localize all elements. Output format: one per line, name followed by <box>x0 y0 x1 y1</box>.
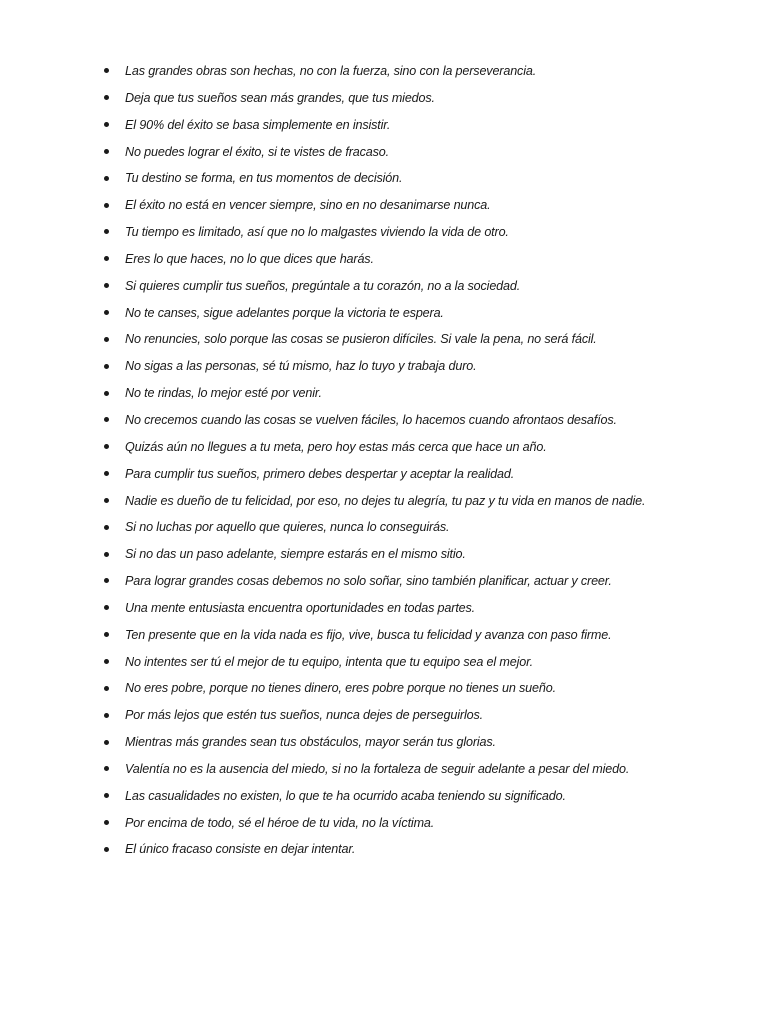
bullet-icon <box>104 391 109 396</box>
quote-text: Si no luchas por aquello que quieres, nunca lo conseguirás. <box>125 520 450 535</box>
bullet-icon <box>104 632 109 637</box>
bullet-icon <box>104 740 109 745</box>
quote-text: Por más lejos que estén tus sueños, nunca dejes de perseguirlos. <box>125 708 483 723</box>
quote-text: Tu tiempo es limitado, así que no lo malgastes viviendo la vida de otro. <box>125 225 509 240</box>
list-item <box>100 139 740 166</box>
list-item <box>100 407 740 434</box>
bullet-icon <box>104 122 109 127</box>
bullet-icon <box>104 229 109 234</box>
bullet-icon <box>104 578 109 583</box>
quote-text: Para cumplir tus sueños, primero debes despertar y aceptar la realidad. <box>125 466 515 481</box>
list-item <box>100 300 740 327</box>
quote-text: Por encima de todo, sé el héroe de tu vida, no la víctima. <box>125 815 435 830</box>
list-item <box>100 756 740 783</box>
bullet-icon <box>104 498 109 503</box>
quote-text: Las casualidades no existen, lo que te ha ocurrido acaba teniendo su significado. <box>125 788 566 803</box>
list-item <box>100 165 740 192</box>
list-item <box>100 488 740 515</box>
list-item <box>100 326 740 353</box>
quote-text: Para lograr grandes cosas debemos no solo soñar, sino también planificar, actuar y creer. <box>125 574 612 589</box>
quote-text: No renuncies, solo porque las cosas se pusieron difíciles. Si vale la pena, no será fácil. <box>125 332 597 347</box>
list-item <box>100 810 740 837</box>
bullet-icon <box>104 552 109 557</box>
quote-text: Si no das un paso adelante, siempre estarás en el mismo sitio. <box>125 547 466 562</box>
quote-text: El éxito no está en vencer siempre, sino en no desanimarse nunca. <box>125 198 491 213</box>
quote-text: No sigas a las personas, sé tú mismo, haz lo tuyo y trabaja duro. <box>125 359 477 374</box>
list-item <box>100 85 740 112</box>
quote-text: Las grandes obras son hechas, no con la fuerza, sino con la perseverancia. <box>125 64 537 78</box>
list-item <box>100 219 740 246</box>
list-item <box>100 461 740 488</box>
quote-text: Quizás aún no llegues a tu meta, pero hoy estas más cerca que hace un año. <box>125 439 547 454</box>
quote-text: Valentía no es la ausencia del miedo, si no la fortaleza de seguir adelante a pesar del miedo. <box>125 761 630 776</box>
bullet-icon <box>104 95 109 100</box>
bullet-icon <box>104 471 109 476</box>
list-item <box>100 380 740 407</box>
list-item <box>100 541 740 568</box>
list-item <box>100 112 740 139</box>
bullet-icon <box>104 605 109 610</box>
quote-text: Eres lo que haces, no lo que dices que harás. <box>125 251 374 266</box>
list-item <box>100 273 740 300</box>
bullet-icon <box>104 444 109 449</box>
list-item <box>100 353 740 380</box>
quote-text: No intentes ser tú el mejor de tu equipo, intenta que tu equipo sea el mejor. <box>125 654 534 669</box>
list-item <box>100 434 740 461</box>
bullet-icon <box>104 820 109 825</box>
bullet-icon <box>104 176 109 181</box>
quote-text: Una mente entusiasta encuentra oportunidades en todas partes. <box>125 600 476 615</box>
bullet-icon <box>104 525 109 530</box>
bullet-icon <box>104 203 109 208</box>
quote-text: El 90% del éxito se basa simplemente en insistir. <box>125 117 391 132</box>
bullet-icon <box>104 364 109 369</box>
list-item <box>100 514 740 541</box>
bullet-icon <box>104 686 109 691</box>
bullet-icon <box>104 847 109 852</box>
quote-text: No te rindas, lo mejor esté por venir. <box>125 386 322 401</box>
list-item <box>100 622 740 649</box>
list-item <box>100 58 740 85</box>
bullet-icon <box>104 149 109 154</box>
quote-text: Mientras más grandes sean tus obstáculos, mayor serán tus glorias. <box>125 735 496 750</box>
quote-text: No eres pobre, porque no tienes dinero, eres pobre porque no tienes un sueño. <box>125 681 556 696</box>
quote-text: Ten presente que en la vida nada es fijo, vive, busca tu felicidad y avanza con paso firme. <box>125 627 612 642</box>
list-item <box>100 649 740 676</box>
quote-text: Deja que tus sueños sean más grandes, que tus miedos. <box>125 90 435 105</box>
bullet-icon <box>104 417 109 422</box>
bullet-icon <box>104 68 109 73</box>
quote-list <box>100 58 740 863</box>
quote-text: Si quieres cumplir tus sueños, pregúntale a tu corazón, no a la sociedad. <box>125 278 521 293</box>
quote-text: Nadie es dueño de tu felicidad, por eso, no dejes tu alegría, tu paz y tu vida en manos de nadie. <box>125 493 646 508</box>
list-item <box>100 783 740 810</box>
list-item <box>100 246 740 273</box>
quote-text: No crecemos cuando las cosas se vuelven fáciles, lo hacemos cuando afrontaos desafíos. <box>125 412 617 427</box>
bullet-icon <box>104 713 109 718</box>
list-item <box>100 729 740 756</box>
bullet-icon <box>104 659 109 664</box>
quote-text: No puedes lograr el éxito, si te vistes de fracaso. <box>125 144 389 159</box>
quote-text: Tu destino se forma, en tus momentos de decisión. <box>125 171 403 186</box>
bullet-icon <box>104 766 109 771</box>
list-item <box>100 595 740 622</box>
list-item <box>100 702 740 729</box>
quote-text: No te canses, sigue adelantes porque la victoria te espera. <box>125 305 444 320</box>
bullet-icon <box>104 793 109 798</box>
list-item <box>100 568 740 595</box>
bullet-icon <box>104 337 109 342</box>
quote-text: El único fracaso consiste en dejar intentar. <box>125 842 356 857</box>
list-item <box>100 836 740 863</box>
bullet-icon <box>104 283 109 288</box>
bullet-icon <box>104 256 109 261</box>
list-item <box>100 192 740 219</box>
bullet-icon <box>104 310 109 315</box>
list-item <box>100 675 740 702</box>
